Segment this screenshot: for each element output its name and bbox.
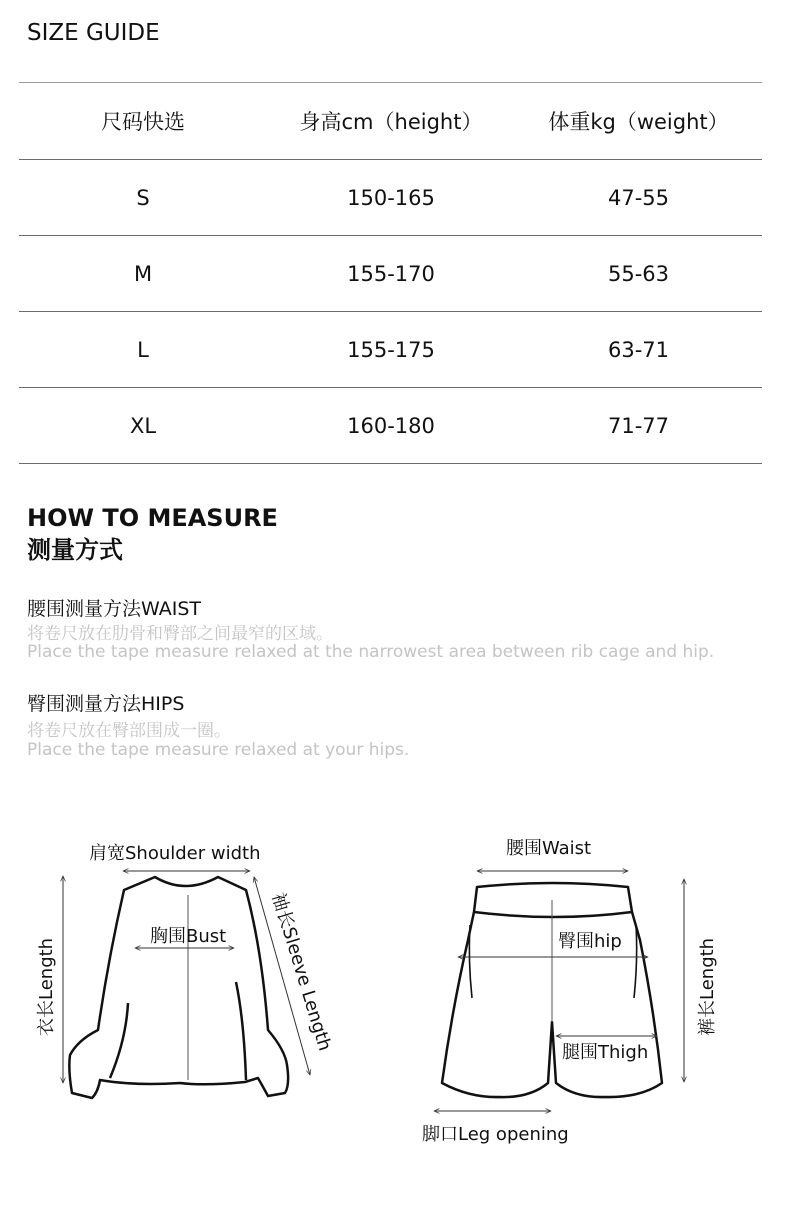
sleeve-label: 袖长Sleeve Length [267,890,336,1054]
size-table [19,82,762,464]
measurement-diagram [0,800,790,1160]
size-cell: M [133,261,153,286]
weight-cell: 71-77 [607,413,670,438]
table-row [19,312,762,388]
table-row [19,388,762,464]
height-cell: 160-180 [347,413,435,438]
table-header-row [19,83,762,160]
header-height: 身高cm（height） [299,110,483,134]
size-cell: XL [129,413,157,438]
hips-method-title: 臀围测量方法HIPS [27,693,185,715]
height-cell: 155-175 [347,337,435,362]
weight-cell: 63-71 [607,337,670,362]
waist-method-title: 腰围测量方法WAIST [27,598,202,620]
hip-label: 臀围hip [558,931,622,952]
top-garment-drawing [69,877,288,1098]
top-length-label: 衣长Length [36,937,57,1036]
pants-length-label: 裤长Length [697,937,718,1036]
hips-method-en: Place the tape measure relaxed at your hips. [27,740,410,760]
heading-en: HOW TO MEASURE [27,504,278,532]
header-weight: 体重kg（weight） [548,110,729,134]
shoulder-label: 肩宽Shoulder width [89,843,261,864]
leg-opening-label: 脚口Leg opening [422,1124,569,1145]
size-guide-title: SIZE GUIDE [27,20,160,46]
size-cell: S [136,185,150,210]
bust-label: 胸围Bust [150,926,227,947]
waist-method-cn: 将卷尺放在肋骨和臀部之间最窄的区域。 [27,624,333,644]
height-cell: 150-165 [347,185,435,210]
size-cell: L [137,337,149,362]
heading-cn: 测量方式 [27,536,123,564]
how-to-measure-heading [27,502,278,566]
table-row [19,160,762,236]
waist-method-en: Place the tape measure relaxed at the narrowest area between rib cage and hip. [27,642,715,662]
table-row [19,236,762,312]
hips-method-cn: 将卷尺放在臀部围成一圈。 [27,721,231,741]
weight-cell: 55-63 [607,261,670,286]
height-cell: 155-170 [347,261,435,286]
weight-cell: 47-55 [607,185,670,210]
waist-label: 腰围Waist [506,838,592,859]
thigh-label: 腿围Thigh [562,1042,649,1063]
header-size: 尺码快选 [101,110,185,134]
